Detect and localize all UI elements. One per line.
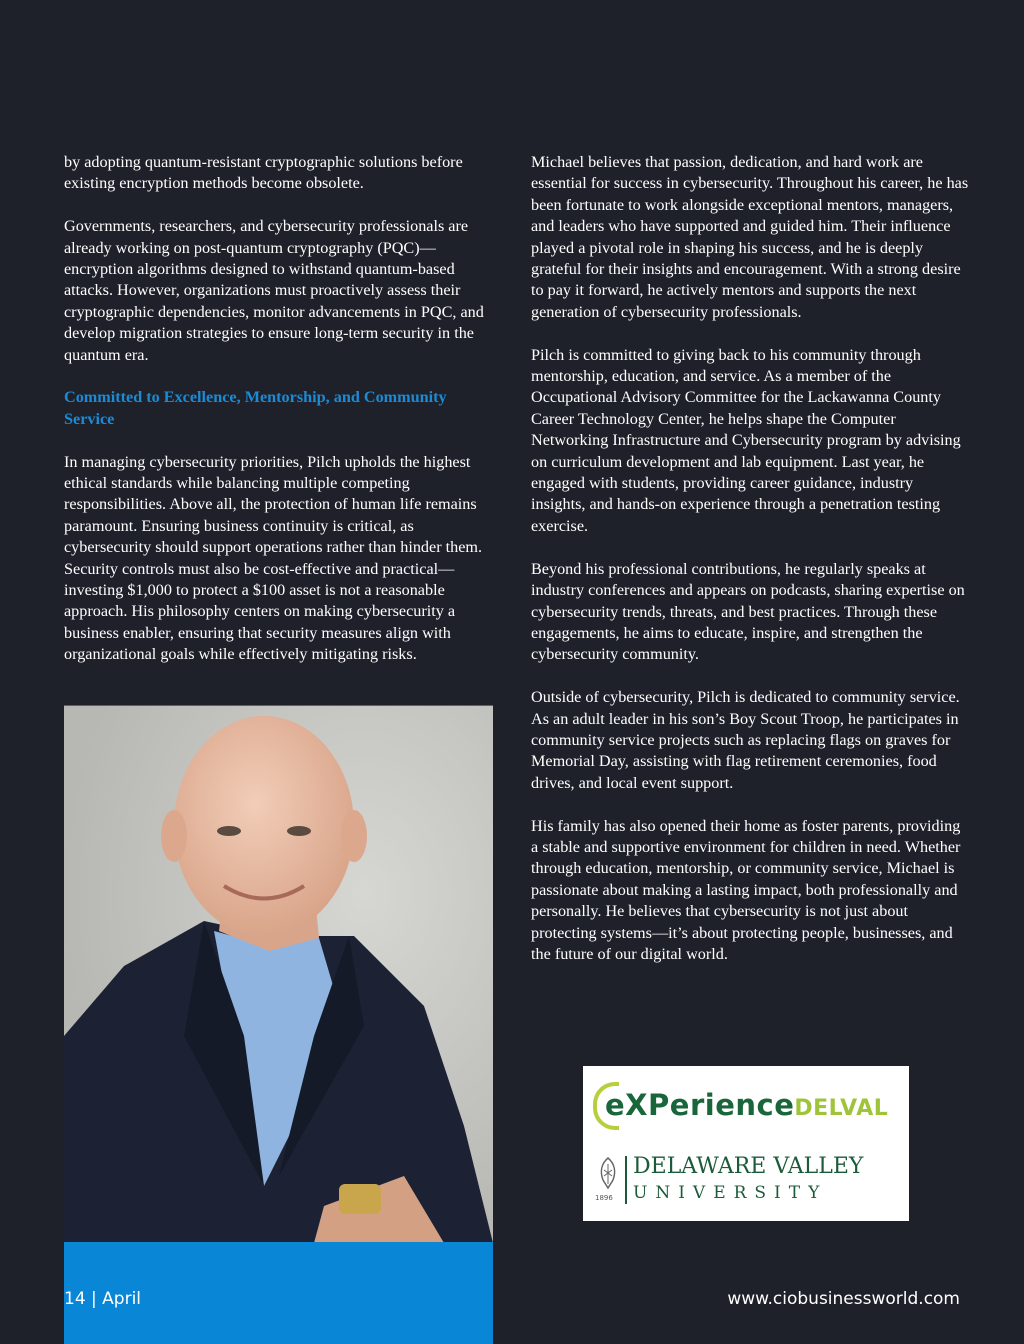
section-heading: Committed to Excellence, Mentorship, and Community Service: [64, 388, 447, 428]
university-logo: [583, 1066, 909, 1221]
right-paragraph-2: Pilch is committed to giving back to his community through mentorship, education, and service. As a member of the Occupational Advisory Committee for the Lackawanna County Career Technology Center, he helps shape the Computer Networking Infrastructure and Cybersecurity program by advising on curriculum development and lab equipment. Last year, he engaged with students, providing career guidance, industry insights, and hands-on experience through a penetration testing exercise.: [531, 345, 961, 535]
left-paragraph-1: by adopting quantum-resistant cryptographic solutions before existing encryption methods become obsolete.: [64, 153, 463, 193]
logo-delval-text: DELVAL: [794, 1096, 889, 1121]
logo-delaware-valley: DELAWARE VALLEY: [633, 1154, 864, 1179]
website-url: www.ciobusinessworld.com: [727, 1289, 960, 1309]
right-paragraph-3: Beyond his professional contributions, he regularly speaks at industry conferences and appears on podcasts, sharing expertise on cybersecurity trends, threats, and best practices. Through these engagements, he aims to educate, inspire, and strengthen the cybersecurity community.: [531, 559, 965, 664]
page-number: 14 | April: [64, 1289, 142, 1309]
portrait-photo: [64, 705, 493, 1243]
right-column: [531, 152, 971, 987]
left-column: [64, 152, 496, 687]
right-paragraph-1: Michael believes that passion, dedication, and hard work are essential for success in cybersecurity. Throughout his career, he has been fortunate to work alongside exceptional mentors, managers, and leaders who have supported and guided him. Their influence played a pivotal role in shaping his success, and he is deeply grateful for their insights and encouragement. With a strong desire to pay it forward, he actively mentors and supports the next generation of cybersecurity professionals.: [531, 153, 969, 321]
logo-experience-delval: [605, 1088, 888, 1122]
right-paragraph-5: His family has also opened their home as foster parents, providing a stable and supportive environment for children in need. Whether through education, mentorship, or community service, Michael is passionate about making a lasting impact, both professionally and personally. He believes that cybersecurity is not just about protecting systems—it’s about protecting people, businesses, and the future of our digital world.: [531, 816, 961, 963]
left-paragraph-3: In managing cybersecurity priorities, Pilch upholds the highest ethical standards while balancing multiple competing responsibilities. Above all, the protection of human life remains paramount. Ensuring business continuity is critical, as cybersecurity should support operations rather than hinder them. Security controls must also be cost-effective and practical—investing $1,000 to protect a $100 asset is not a reasonable approach. His philosophy centers on making cybersecurity a business enabler, ensuring that security measures align with organizational goals while effectively mitigating risks.: [64, 452, 483, 664]
logo-experience-text: eXPerience: [605, 1088, 795, 1122]
seal-icon: [597, 1156, 619, 1190]
logo-divider: [625, 1156, 627, 1204]
logo-year: 1896: [595, 1194, 613, 1202]
left-paragraph-2: Governments, researchers, and cybersecurity professionals are already working on post-quantum cryptography (PQC)—encryption algorithms designed to withstand quantum-based attacks. However, organizations must proactively assess their cryptographic dependencies, monitor advancements in PQC, and develop migration strategies to ensure long-term security in the quantum era.: [64, 217, 484, 364]
logo-university: UNIVERSITY: [633, 1183, 828, 1203]
right-paragraph-4: Outside of cybersecurity, Pilch is dedicated to community service. As an adult leader in his son’s Boy Scout Troop, he participates in community service projects such as replacing flags on graves for Memorial Day, assisting with flag retirement ceremonies, food drives, and local event support.: [531, 688, 960, 792]
